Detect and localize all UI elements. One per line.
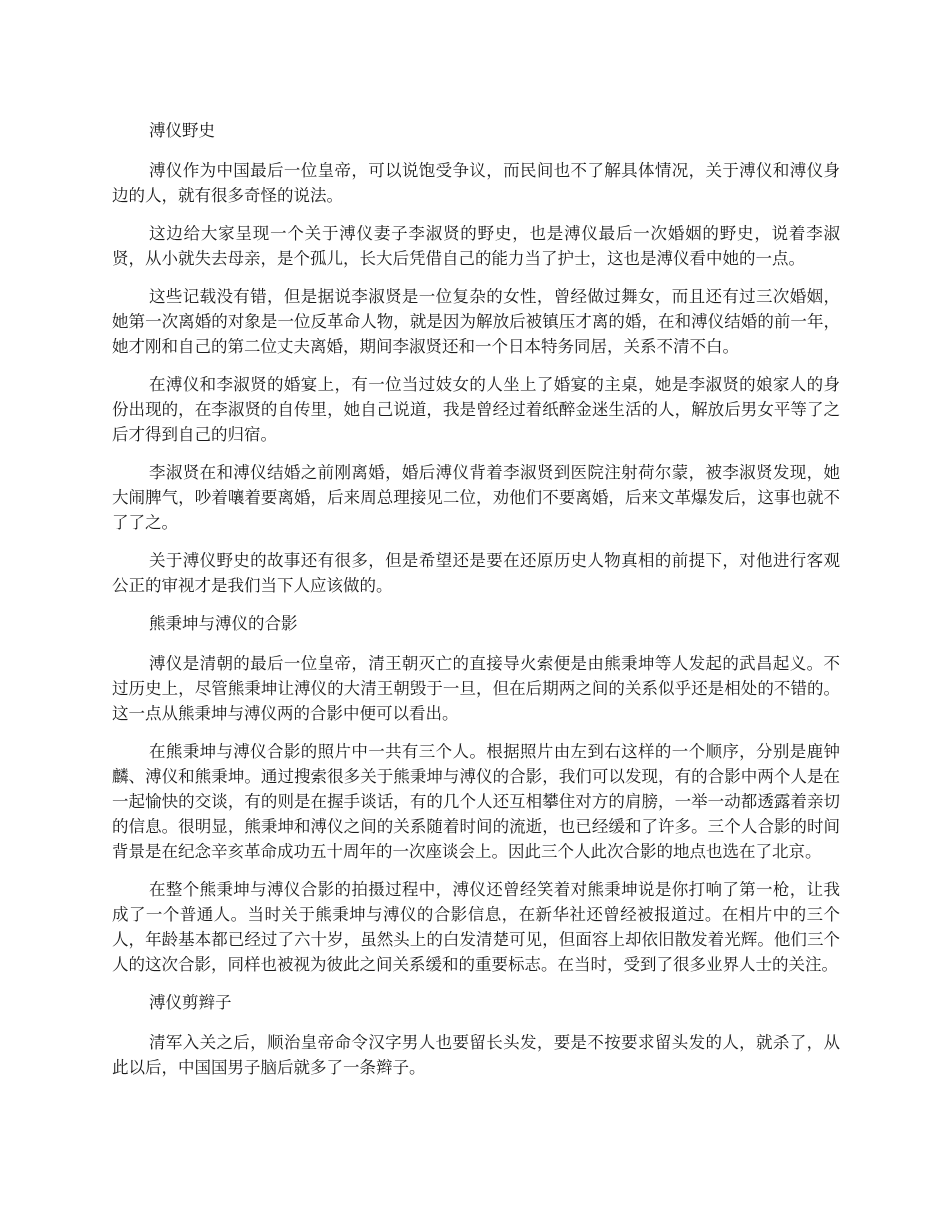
section-heading: 溥仪剪辫子: [149, 993, 232, 1012]
paragraph: 在熊秉坤与溥仪合影的照片中一共有三个人。根据照片由左到右这样的一个顺序，分别是鹿钟麟、溥仪和熊秉坤。通过搜索很多关于熊秉坤与溥仪的合影，我们可以发现，有的合影中两个人是在一起愉快的交谈，有的则是在握手谈话，有的几个人还互相攀住对方的肩膀，一举一动都透露着亲切的信息。很明显，熊秉坤和溥仪之间的关系随着时间的流逝，也已经缓和了许多。三个人合影的时间背景是在纪念辛亥革命成功五十周年的一次座谈会上。因此三个人此次合影的地点也选在了北京。: [112, 742, 840, 861]
paragraph: 在整个熊秉坤与溥仪合影的拍摄过程中，溥仪还曾经笑着对熊秉坤说是你打响了第一枪，让我成了一个普通人。当时关于熊秉坤与溥仪的合影信息，在新华社还曾经被报道过。在相片中的三个人，年龄基本都已经过了六十岁，虽然头上的白发清楚可见，但面容上却依旧散发着光辉。他们三个人的这次合影，同样也被视为彼此之间关系缓和的重要标志。在当时，受到了很多业界人士的关注。: [112, 880, 840, 974]
paragraph: 溥仪是清朝的最后一位皇帝，清王朝灭亡的直接导火索便是由熊秉坤等人发起的武昌起义。不过历史上，尽管熊秉坤让溥仪的大清王朝毁于一旦，但在后期两之间的关系似乎还是相处的不错的。这一点从熊秉坤与溥仪两的合影中便可以看出。: [112, 654, 840, 723]
paragraph: 这边给大家呈现一个关于溥仪妻子李淑贤的野史，也是溥仪最后一次婚姻的野史，说着李淑贤，从小就失去母亲，是个孤儿，长大后凭借自己的能力当了护士，这也是溥仪看中她的一点。: [112, 224, 840, 268]
paragraph: 在溥仪和李淑贤的婚宴上，有一位当过妓女的人坐上了婚宴的主桌，她是李淑贤的娘家人的身份出现的，在李淑贤的自传里，她自己说道，我是曾经过着纸醉金迷生活的人，解放后男女平等了之后才得到自己的归宿。: [112, 375, 840, 444]
paragraph: 清军入关之后，顺治皇帝命令汉字男人也要留长头发，要是不按要求留头发的人，就杀了，从此以后，中国国男子脑后就多了一条辫子。: [112, 1033, 840, 1077]
section-heading: 溥仪野史: [149, 121, 215, 140]
document-body: [112, 118, 840, 1093]
paragraph: 李淑贤在和溥仪结婚之前刚离婚，婚后溥仪背着李淑贤到医院注射荷尔蒙，被李淑贤发现，她大闹脾气，吵着嚷着要离婚，后来周总理接见二位，劝他们不要离婚，后来文革爆发后，这事也就不了了之。: [112, 463, 840, 532]
section-heading: 熊秉坤与溥仪的合影: [149, 614, 298, 633]
paragraph: 这些记载没有错，但是据说李淑贤是一位复杂的女性，曾经做过舞女，而且还有过三次婚姻，她第一次离婚的对象是一位反革命人物，就是因为解放后被镇压才离的婚，在和溥仪结婚的前一年，她才刚和自己的第二位丈夫离婚，期间李淑贤还和一个日本特务同居，关系不清不白。: [112, 287, 840, 356]
paragraph: 溥仪作为中国最后一位皇帝，可以说饱受争议，而民间也不了解具体情况，关于溥仪和溥仪身边的人，就有很多奇怪的说法。: [112, 161, 840, 205]
paragraph: 关于溥仪野史的故事还有很多，但是希望还是要在还原历史人物真相的前提下，对他进行客观公正的审视才是我们当下人应该做的。: [112, 551, 840, 595]
